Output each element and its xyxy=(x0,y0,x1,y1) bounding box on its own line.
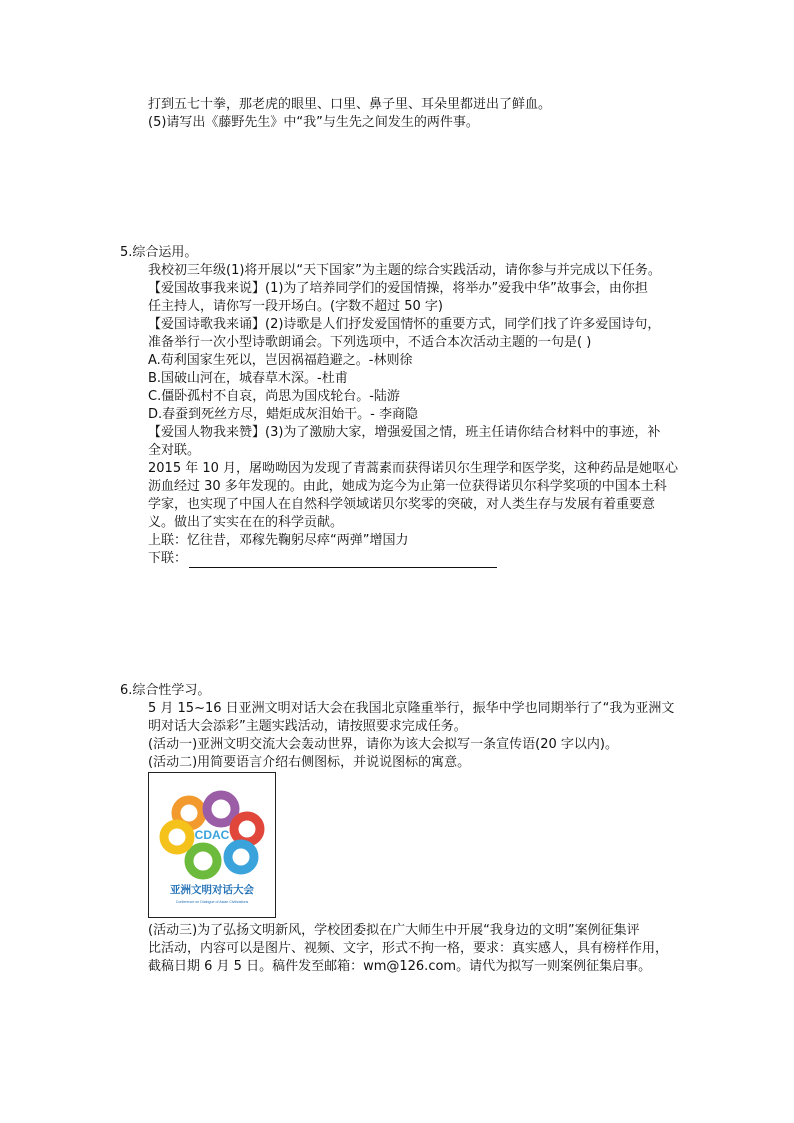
q5-material-line: 学家，也实现了中国人在自然科学领域诺贝尔奖零的突破，对人类生存与发展有着重要意 xyxy=(148,497,656,512)
answer-blank[interactable] xyxy=(189,553,497,568)
question-5-heading: 5.综合运用。 xyxy=(120,245,198,260)
q5-material-line: 沥血经过 30 多年发现的。由此，她成为迄今为止第一位获得诺贝尔科学奖项的中国本土科 xyxy=(148,479,667,494)
q6-line: 明对话大会添彩”主题实践活动，请按照要求完成任务。 xyxy=(148,719,467,734)
q5-line: 【爱国故事我来说】(1)为了培养同学们的爱国情操，将举办”爱我中华”故事会，由你担 xyxy=(148,281,648,296)
activity-3-line: 比活动，内容可以是图片、视频、文字，形式不拘一格，要求：真实感人，具有榜样作用， xyxy=(148,941,669,956)
q5-line: 【爱国人物我来赞】(3)为了激励大家，增强爱国之情，班主任请你结合材料中的事迹，补 xyxy=(148,425,661,440)
option-b: B.国破山河在，城春草木深。-杜甫 xyxy=(148,371,348,386)
logo-ring-purple xyxy=(207,795,235,823)
cdac-logo-graphic xyxy=(149,773,275,917)
question-5-subpart: (5)请写出《藤野先生》中“我”与生先之间发生的两件事。 xyxy=(148,115,479,130)
activity-3: (活动三)为了弘扬文明新风，学校团委拟在广大师生中开展“我身边的文明”案例征集评 xyxy=(148,923,640,938)
logo-ring-green xyxy=(189,847,217,875)
top-line-1: 打到五七十拳，那老虎的眼里、口里、鼻子里、耳朵里都迸出了鲜血。 xyxy=(148,97,552,112)
couplet-lower-label: 下联： xyxy=(148,551,188,566)
couplet-lower xyxy=(148,550,497,568)
couplet-upper: 上联：忆往昔，邓稼先鞠躬尽瘁“两弹”增国力 xyxy=(148,533,409,548)
activity-1: (活动一)亚洲文明交流大会轰动世界，请你为该大会拟写一条宣传语(20 字以内)。 xyxy=(148,737,618,752)
q5-material-line: 2015 年 10 月，屠呦呦因为发现了青蒿素而获得诺贝尔生理学和医学奖，这种药品是她呕心 xyxy=(148,461,679,476)
option-d: D.春蚕到死丝方尽，蜡炬成灰泪始干。- 李商隐 xyxy=(148,407,418,422)
q5-line: 全对联。 xyxy=(148,443,201,458)
q5-line: 我校初三年级(1)将开展以“天下国家”为主题的综合实践活动，请你参与并完成以下任务。 xyxy=(148,263,661,278)
option-c: C.僵卧孤村不自哀，尚思为国戍轮台。-陆游 xyxy=(148,389,400,404)
cdac-logo xyxy=(148,772,276,918)
q6-line: 5 月 15~16 日亚洲文明对话大会在我国北京隆重举行，振华中学也同期举行了“我为亚洲文 xyxy=(148,701,675,716)
q5-material-line: 义。做出了实实在在的科学贡献。 xyxy=(148,515,344,530)
activity-3-line: 截稿日期 6 月 5 日。稿件发至邮箱：wm@126.com。请代为拟写一则案例征集启事。 xyxy=(148,959,652,974)
logo-acronym: CDAC xyxy=(194,828,230,842)
logo-ring-blue xyxy=(228,844,254,870)
option-a: A.苟利国家生死以，岂因祸福趋避之。-林则徐 xyxy=(148,353,413,368)
q5-line: 准备举行一次小型诗歌朗诵会。下列选项中，不适合本次活动主题的一句是( ) xyxy=(148,335,592,350)
logo-title-cn: 亚洲文明对话大会 xyxy=(170,884,254,896)
logo-ring-yellow xyxy=(164,824,190,850)
q5-line: 【爱国诗歌我来诵】(2)诗歌是人们抒发爱国情怀的重要方式，同学们找了许多爱国诗句， xyxy=(148,317,661,332)
activity-2: (活动二)用简要语言介绍右侧图标，并说说图标的寓意。 xyxy=(148,755,471,770)
question-6-heading: 6.综合性学习。 xyxy=(120,683,211,698)
q5-line: 任主持人，请你写一段开场白。(字数不超过 50 字) xyxy=(148,299,443,314)
logo-ring-red xyxy=(234,816,260,842)
logo-title-en: Conference on Dialogue of Asian Civilizations xyxy=(175,900,249,904)
